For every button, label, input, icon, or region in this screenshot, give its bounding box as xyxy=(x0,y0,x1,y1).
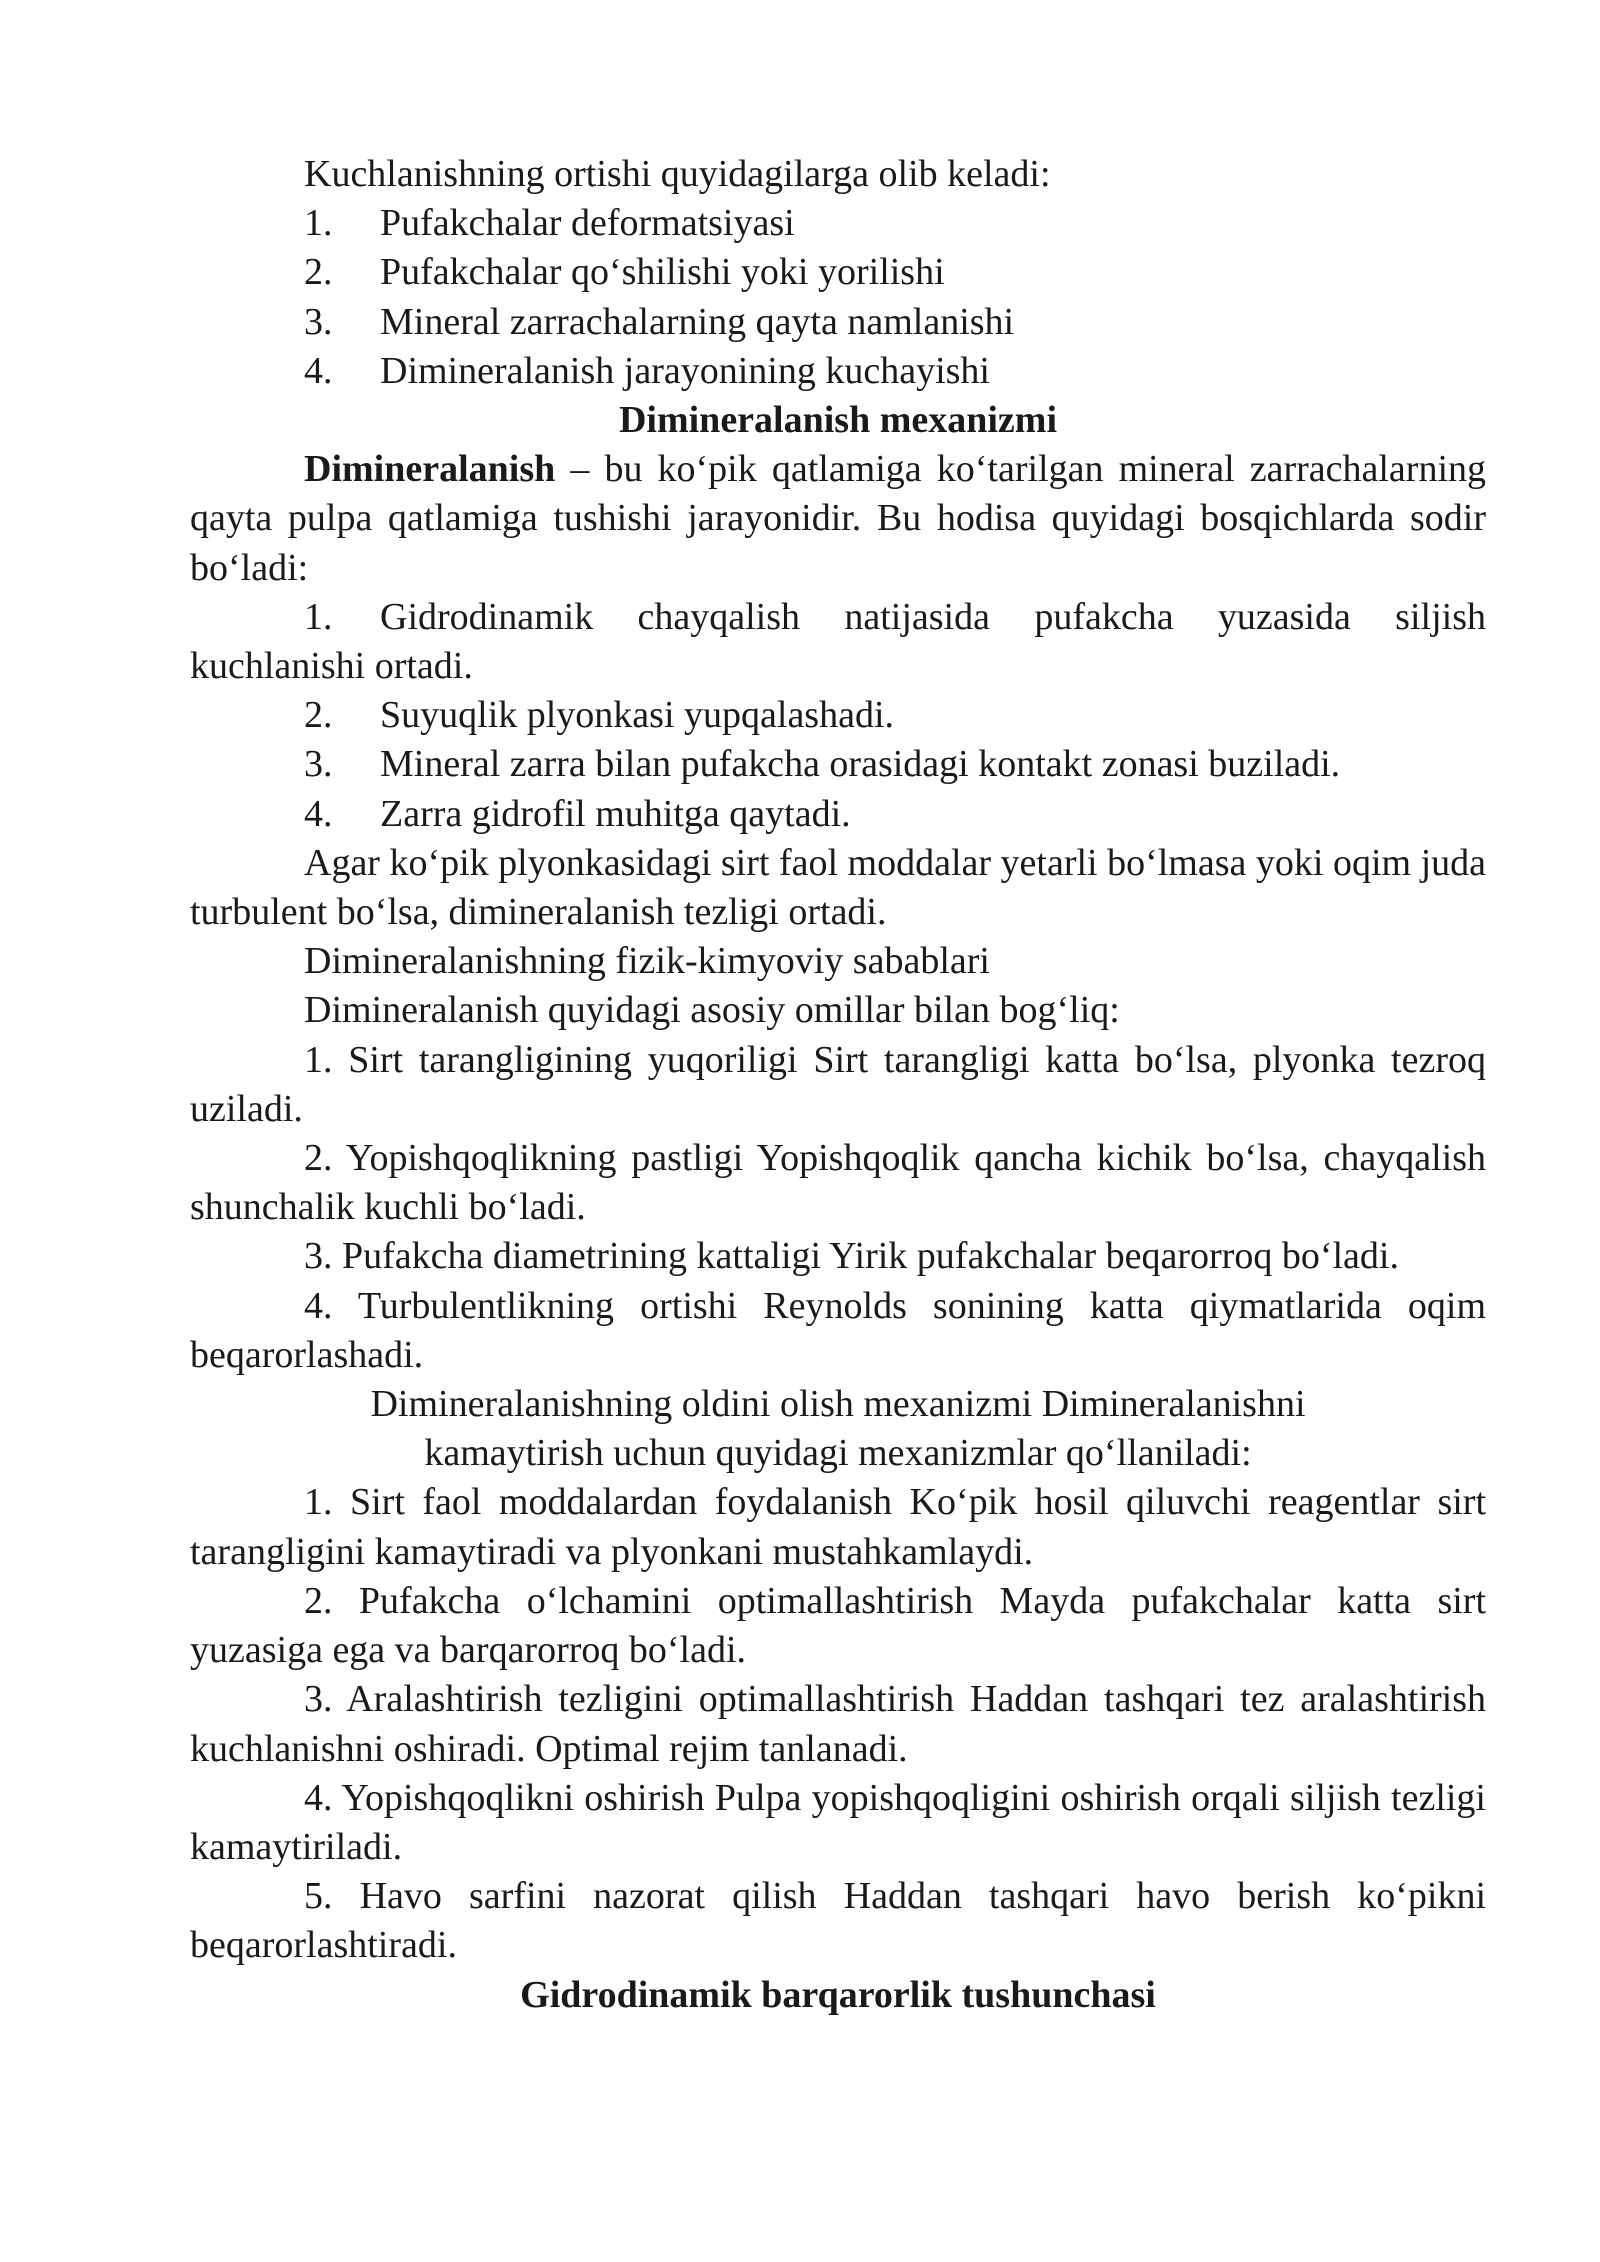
section-heading: Dimineralanish mexanizmi xyxy=(618,399,1058,442)
list-item: 2. Pufakcha o‘lchamini optimallashtirish Mayda pufakchalar katta sirt yuzasiga ega va barqarorroq bo‘ladi. xyxy=(190,1579,1486,1672)
causes-subheading: Dimineralanishning fizik-kimyoviy sabablari xyxy=(304,940,990,983)
list-item xyxy=(190,248,1486,297)
list-item: 1. Sirt tarangligining yuqoriligi Sirt tarangligi katta bo‘lsa, plyonka tezroq uziladi. xyxy=(190,1038,1486,1130)
list-text: Pufakchalar qo‘shilishi yoki yorilishi xyxy=(380,251,945,294)
list-number: 2. xyxy=(304,251,333,294)
list-number: 4. xyxy=(304,792,333,835)
list-item: 4. Yopishqoqlikni oshirish Pulpa yopishqoqligini oshirish orqali siljish tezligi kamaytiriladi. xyxy=(190,1776,1486,1868)
list-text: Mineral zarra bilan pufakcha orasidagi kontakt zonasi buziladi. xyxy=(380,743,1341,786)
definition-term: Dimineralanish xyxy=(304,448,556,491)
list-text: Dimineralanish jarayonining kuchayishi xyxy=(380,349,990,392)
document-page xyxy=(190,150,1486,2020)
list-item: 3. Pufakcha diametrining kattaligi Yirik pufakchalar beqarorroq bo‘ladi. xyxy=(304,1235,1399,1278)
list-item xyxy=(190,790,1486,839)
prevention-heading-line1: Dimineralanishning oldini olish mexanizmi Dimineralanishni xyxy=(370,1383,1306,1426)
list-item: 2. Yopishqoqlikning pastligi Yopishqoqlik qancha kichik bo‘lsa, chayqalish shunchalik kuchli bo‘ladi. xyxy=(190,1137,1486,1229)
prevention-heading-line2: kamaytirish uchun quyidagi mexanizmlar qo‘llaniladi: xyxy=(424,1432,1252,1475)
list-item xyxy=(190,298,1486,347)
list-item xyxy=(190,199,1486,248)
definition-text: – bu ko‘pik qatlamiga ko‘tarilgan mineral zarrachalarning qayta pulpa qatlamiga tushishi jarayonidir. Bu hodisa quyidagi bosqichlarda sodir bo‘ladi: xyxy=(190,448,1486,589)
list-number: 2. xyxy=(304,694,333,737)
list-number: 1. xyxy=(304,595,333,638)
stages-list xyxy=(190,593,1486,839)
definition-paragraph xyxy=(190,445,1486,593)
causes-intro: Dimineralanish quyidagi asosiy omillar bilan bog‘liq: xyxy=(304,989,1120,1032)
list-item xyxy=(190,740,1486,789)
list-number: 4. xyxy=(304,349,333,392)
causes-list xyxy=(190,1036,1486,1380)
list-item xyxy=(190,347,1486,396)
intro-paragraph: Kuchlanishning ortishi quyidagilarga olib keladi: xyxy=(304,153,1051,195)
list-text: Zarra gidrofil muhitga qaytadi. xyxy=(380,792,851,835)
section-heading: Gidrodinamik barqarorlik tushunchasi xyxy=(520,1973,1156,2016)
list-text: Gidrodinamik chayqalish natijasida pufakcha yuzasida siljish kuchlanishi ortadi. xyxy=(190,595,1486,688)
list-text: Pufakchalar deformatsiyasi xyxy=(380,202,795,245)
list-item: 5. Havo sarfini nazorat qilish Haddan tashqari havo berish ko‘pikni beqarorlashtiradi. xyxy=(190,1875,1486,1967)
list-item xyxy=(190,593,1486,691)
list-number: 3. xyxy=(304,743,333,786)
condition-paragraph: Agar ko‘pik plyonkasidagi sirt faol moddalar yetarli bo‘lmasa yoki oqim juda turbulent bo‘lsa, dimineralanish tezligi ortadi. xyxy=(190,841,1486,934)
list-number: 1. xyxy=(304,202,333,245)
list-item: 1. Sirt faol moddalardan foydalanish Ko‘pik hosil qiluvchi reagentlar sirt tarangligini kamaytiradi va plyonkani mustahkamlaydi. xyxy=(190,1481,1486,1573)
list-item: 3. Aralashtirish tezligini optimallashtirish Haddan tashqari tez aralashtirish kuchlanishni oshiradi. Optimal rejim tanlanadi. xyxy=(190,1678,1486,1770)
list-number: 3. xyxy=(304,300,333,343)
list-item xyxy=(190,691,1486,740)
prevention-list xyxy=(190,1478,1486,1970)
effects-list xyxy=(190,199,1486,396)
list-text: Mineral zarrachalarning qayta namlanishi xyxy=(380,300,1015,343)
list-text: Suyuqlik plyonkasi yupqalashadi. xyxy=(380,694,895,737)
list-item: 4. Turbulentlikning ortishi Reynolds sonining katta qiymatlarida oqim beqarorlashadi. xyxy=(190,1284,1486,1376)
